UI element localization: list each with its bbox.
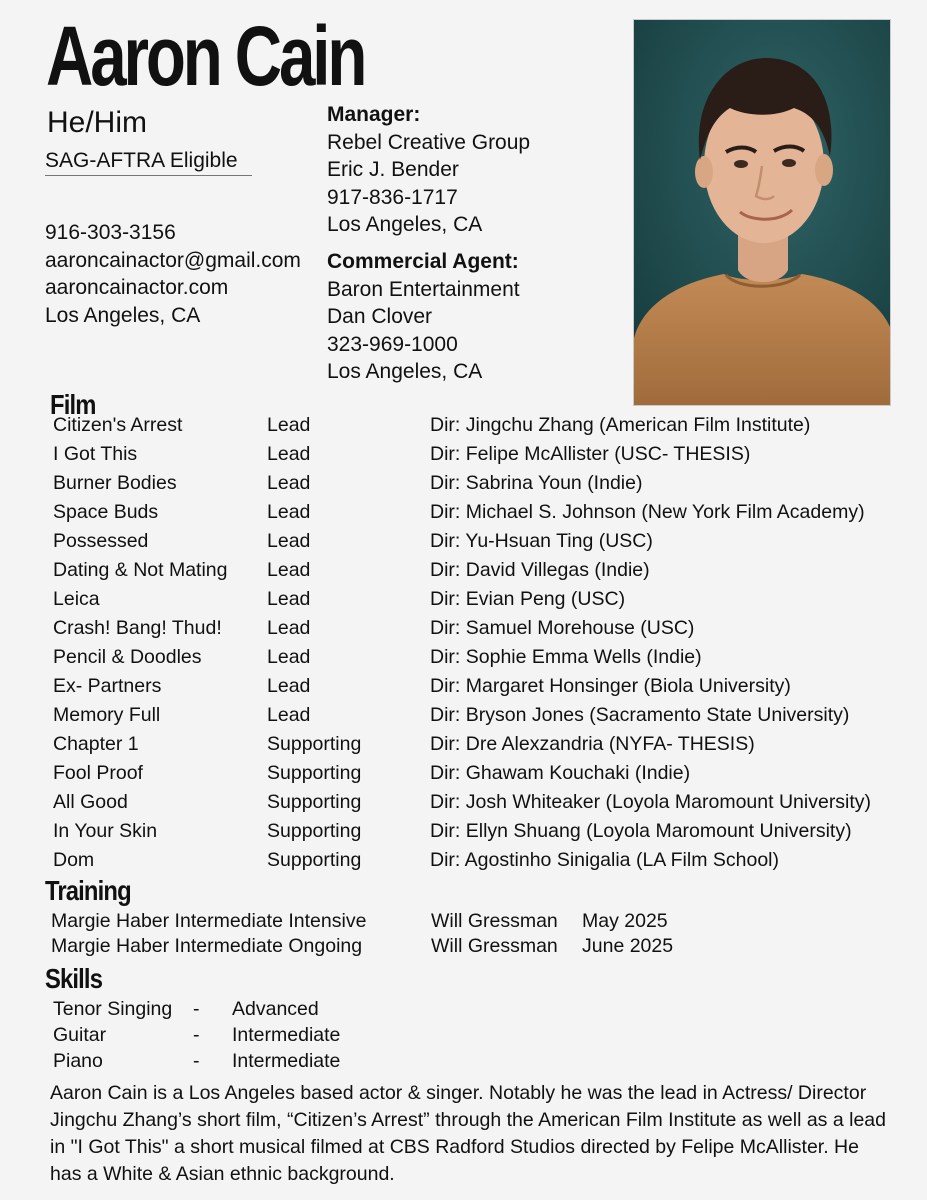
film-credit-row bbox=[0, 527, 927, 556]
film-credit-row bbox=[0, 846, 927, 875]
film-role: Lead bbox=[267, 617, 311, 639]
skill-row bbox=[0, 1048, 927, 1074]
film-role: Lead bbox=[267, 588, 311, 610]
film-credit-row bbox=[0, 469, 927, 498]
training-teacher: Will Gressman bbox=[431, 935, 558, 957]
headshot-photo bbox=[633, 19, 891, 406]
film-role: Lead bbox=[267, 443, 311, 465]
film-title: Dom bbox=[53, 849, 95, 871]
film-role: Lead bbox=[267, 472, 311, 494]
film-director: Dir: Sophie Emma Wells (Indie) bbox=[430, 646, 702, 668]
film-title: I Got This bbox=[53, 443, 138, 465]
contact-location: Los Angeles, CA bbox=[45, 303, 201, 327]
film-director: Dir: Jingchu Zhang (American Film Institute) bbox=[430, 414, 811, 436]
training-date: June 2025 bbox=[582, 935, 674, 957]
film-role: Lead bbox=[267, 646, 311, 668]
skill-row bbox=[0, 996, 927, 1022]
agent-location: Los Angeles, CA bbox=[327, 360, 483, 383]
manager-location: Los Angeles, CA bbox=[327, 213, 483, 236]
pronouns: He/Him bbox=[47, 106, 148, 139]
phone-number: 916-303-3156 bbox=[45, 221, 176, 244]
film-director: Dir: Felipe McAllister (USC- THESIS) bbox=[430, 443, 751, 465]
film-credit-row bbox=[0, 556, 927, 585]
skill-row bbox=[0, 1022, 927, 1048]
film-title: In Your Skin bbox=[53, 820, 158, 842]
film-credit-row bbox=[0, 788, 927, 817]
film-director: Dir: Samuel Morehouse (USC) bbox=[430, 617, 695, 639]
skill-name: Guitar bbox=[53, 1024, 107, 1046]
film-credit-row bbox=[0, 701, 927, 730]
headshot-illustration bbox=[634, 20, 891, 406]
film-role: Supporting bbox=[267, 733, 362, 755]
union-status: SAG-AFTRA Eligible bbox=[45, 148, 252, 176]
bio-paragraph: Aaron Cain is a Los Angeles based actor & singer. Notably he was the lead in Actress/ Director Jingchu Zhang’s short film, “Citizen’s Arrest” through the American Film Institute as well as a lead in "I Got This" a short musical filmed at CBS Radford Studios directed by Felipe McAllister. He has a White & Asian ethnic background. bbox=[50, 1082, 886, 1185]
skill-level: Intermediate bbox=[232, 1024, 341, 1046]
film-role: Supporting bbox=[267, 762, 362, 784]
training-row bbox=[0, 934, 927, 959]
film-director: Dir: Bryson Jones (Sacramento State University) bbox=[430, 704, 850, 726]
film-title: Pencil & Doodles bbox=[53, 646, 202, 668]
film-credit-row bbox=[0, 672, 927, 701]
skill-separator: - bbox=[193, 1024, 200, 1046]
film-director: Dir: Margaret Honsinger (Biola University) bbox=[430, 675, 791, 697]
film-role: Supporting bbox=[267, 820, 362, 842]
film-title: Dating & Not Mating bbox=[53, 559, 228, 581]
training-heading: Training bbox=[45, 875, 131, 906]
actor-name: Aaron Cain bbox=[46, 9, 365, 103]
film-title: Memory Full bbox=[53, 704, 161, 726]
contact-block bbox=[45, 219, 301, 329]
film-role: Supporting bbox=[267, 791, 362, 813]
film-role: Lead bbox=[267, 530, 311, 552]
manager-heading: Manager: bbox=[327, 103, 421, 126]
film-director: Dir: Evian Peng (USC) bbox=[430, 588, 626, 610]
film-credit-row bbox=[0, 643, 927, 672]
film-credit-row bbox=[0, 759, 927, 788]
film-role: Lead bbox=[267, 559, 311, 581]
agent-heading: Commercial Agent: bbox=[327, 250, 519, 273]
film-title: Burner Bodies bbox=[53, 472, 177, 494]
training-date: May 2025 bbox=[582, 910, 668, 932]
agent-person: Dan Clover bbox=[327, 305, 433, 328]
film-director: Dir: David Villegas (Indie) bbox=[430, 559, 650, 581]
film-title: Leica bbox=[53, 588, 100, 610]
agent-block bbox=[327, 248, 520, 386]
film-title: Fool Proof bbox=[53, 762, 143, 784]
film-director: Dir: Ellyn Shuang (Loyola Maromount University) bbox=[430, 820, 852, 842]
website-link[interactable]: aaroncainactor.com bbox=[45, 276, 229, 299]
film-credit-row bbox=[0, 498, 927, 527]
training-teacher: Will Gressman bbox=[431, 910, 558, 932]
film-role: Lead bbox=[267, 704, 311, 726]
manager-phone: 917-836-1717 bbox=[327, 185, 458, 209]
agent-company: Baron Entertainment bbox=[327, 277, 520, 301]
training-course: Margie Haber Intermediate Intensive bbox=[51, 910, 367, 932]
film-credit-row bbox=[0, 585, 927, 614]
film-director: Dir: Michael S. Johnson (New York Film Academy) bbox=[430, 501, 865, 523]
film-credit-row bbox=[0, 440, 927, 469]
manager-block bbox=[327, 101, 530, 239]
film-director: Dir: Josh Whiteaker (Loyola Maromount University) bbox=[430, 791, 872, 813]
skill-name: Tenor Singing bbox=[53, 998, 173, 1020]
film-title: Crash! Bang! Thud! bbox=[53, 617, 222, 639]
film-director: Dir: Sabrina Youn (Indie) bbox=[430, 472, 643, 494]
skill-level: Advanced bbox=[232, 998, 319, 1020]
skill-level: Intermediate bbox=[232, 1050, 341, 1072]
film-director: Dir: Agostinho Sinigalia (LA Film School) bbox=[430, 849, 779, 871]
film-credit-row bbox=[0, 817, 927, 846]
film-role: Lead bbox=[267, 414, 311, 436]
film-director: Dir: Ghawam Kouchaki (Indie) bbox=[430, 762, 691, 784]
film-title: All Good bbox=[53, 791, 128, 813]
film-title: Space Buds bbox=[53, 501, 159, 523]
manager-person: Eric J. Bender bbox=[327, 158, 459, 181]
skills-heading: Skills bbox=[45, 963, 103, 994]
film-title: Citizen's Arrest bbox=[53, 414, 183, 436]
film-title: Possessed bbox=[53, 530, 149, 552]
skill-name: Piano bbox=[53, 1050, 103, 1072]
training-row bbox=[0, 909, 927, 934]
film-role: Lead bbox=[267, 675, 311, 697]
manager-company: Rebel Creative Group bbox=[327, 130, 531, 154]
film-director: Dir: Yu-Hsuan Ting (USC) bbox=[430, 530, 653, 552]
film-director: Dir: Dre Alexzandria (NYFA- THESIS) bbox=[430, 733, 755, 755]
film-role: Lead bbox=[267, 501, 311, 523]
training-course: Margie Haber Intermediate Ongoing bbox=[51, 935, 363, 957]
film-role: Supporting bbox=[267, 849, 362, 871]
film-heading: Film bbox=[50, 389, 96, 420]
film-credit-row bbox=[0, 614, 927, 643]
email-address[interactable]: aaroncainactor@gmail.com bbox=[45, 248, 301, 272]
film-credit-row bbox=[0, 411, 927, 440]
film-title: Chapter 1 bbox=[53, 733, 139, 755]
film-title: Ex- Partners bbox=[53, 675, 162, 697]
film-credit-row bbox=[0, 730, 927, 759]
skill-separator: - bbox=[193, 1050, 200, 1072]
skill-separator: - bbox=[193, 998, 200, 1020]
agent-phone: 323-969-1000 bbox=[327, 332, 458, 356]
